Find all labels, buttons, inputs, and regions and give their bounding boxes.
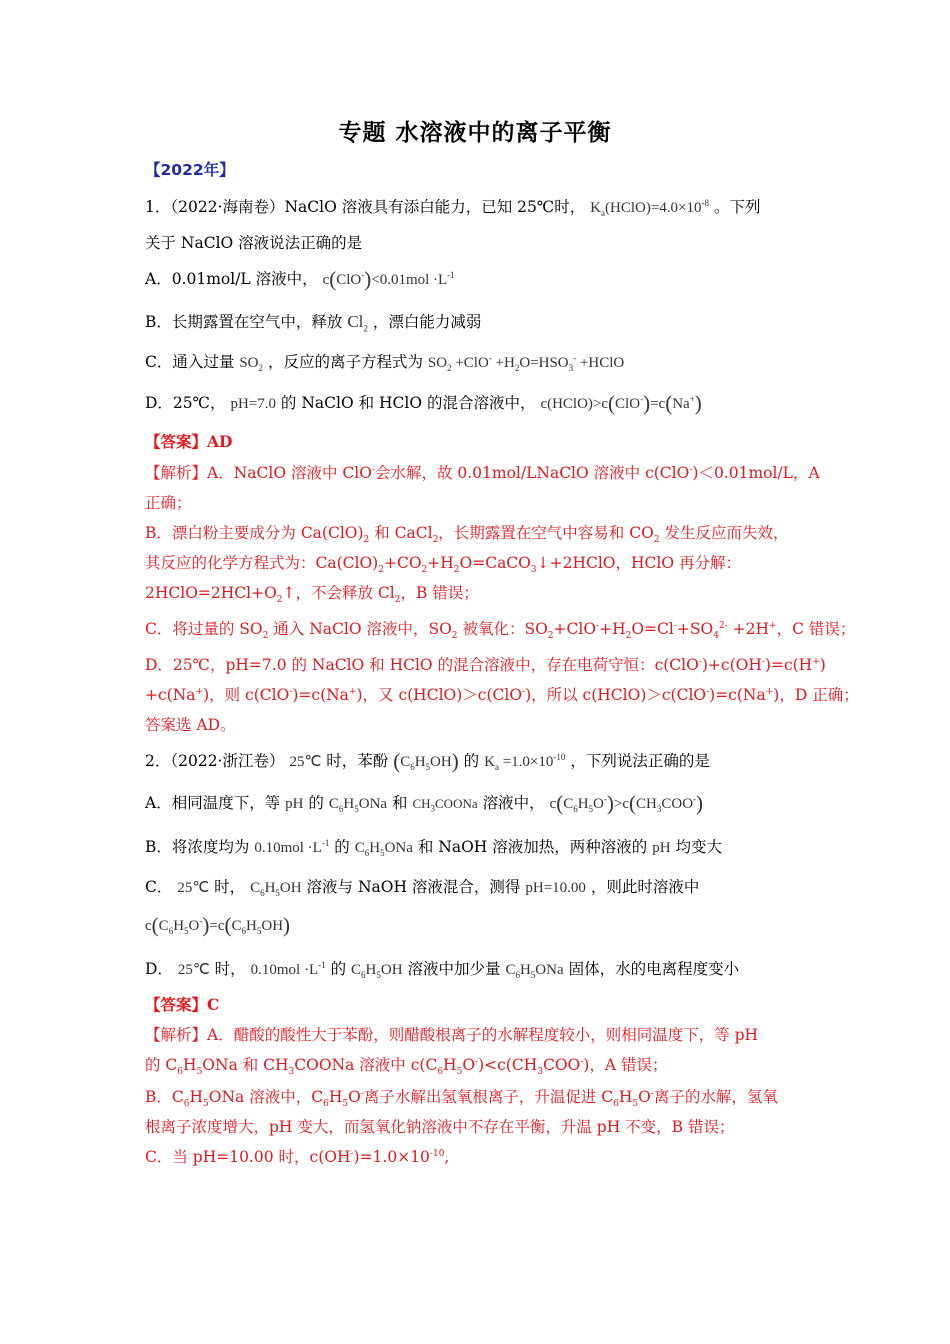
q1-option-d-formula: c(HClO)>c(ClO-)=c(Na+) [540, 391, 702, 415]
q1-stem-line2: 关于 NaClO 溶液说法正确的是 [145, 234, 363, 252]
q2-option-c-temp: 25℃ [177, 880, 210, 896]
q1-option-c [145, 351, 624, 374]
q2-stem-d: ，下列说法正确的是 [570, 752, 710, 770]
q2-option-c-equation: $c(C_6H_5O^-)=c(C_6H_5OH)$ [145, 913, 291, 937]
q1-answer: 【答案】AD [145, 432, 233, 451]
q1-option-d-mid: 的 NaClO 和 HClO 的混合溶液中， [280, 394, 536, 412]
q2-option-d-e: 固体，水的电离程度变小 [568, 960, 740, 978]
q2-option-d-d: 溶液中加少量 [407, 960, 501, 978]
q2-option-a [145, 792, 703, 815]
q2-option-d-c: 的 [330, 960, 347, 978]
q1-option-c-text: C．通入过量 [145, 353, 235, 371]
q1-option-d-ph: pH=7.0 [230, 396, 276, 412]
q1-ka-formula: $K_a(HClO)=4.0\times 10^{-8}$ [590, 198, 710, 218]
q2-option-d-text: D． [145, 960, 173, 978]
q2-option-a-text: A．相同温度下，等 [145, 794, 281, 812]
q1-option-b-formula: $Cl_2$ [347, 312, 368, 334]
q2-stem-text: 2．（2022·浙江卷） [145, 752, 285, 770]
q1-option-b-text: B．长期露置在空气中，释放 [145, 313, 343, 331]
q2-option-b-c: 和 NaOH 溶液加热，两种溶液的 [417, 838, 648, 856]
q2-option-b-conc: $0.10mol \cdot L^{-1}$ [254, 838, 330, 856]
q1-stem-text: 1．（2022·海南卷）NaClO 溶液具有添白能力，已知 25℃时， [145, 198, 586, 216]
q1-option-c-formula1: $SO_2$ [239, 355, 263, 373]
q1-option-d-text: D．25℃， [145, 394, 226, 412]
q2-phenol-formula: $(C_6H_5OH)$ [393, 749, 459, 773]
q2-stem-c: 的 [463, 752, 480, 770]
q1-option-b-tail: ，漂白能力减弱 [372, 313, 482, 331]
q1-explanation-4: 其反应的化学方程式为：$Ca(ClO)_2+CO_2+H_2O=CaCO_3↓+2HClO$，HClO 再分解： [145, 554, 741, 576]
q2-option-a-b: 的 [308, 794, 324, 812]
q2-temp: 25℃ [289, 754, 322, 770]
page-title: 专题 水溶液中的离子平衡 [338, 120, 612, 146]
q2-option-c-c: 溶液与 NaOH 溶液混合，测得 [306, 878, 521, 896]
q1-explanation-5: $2HClO=2HCl+O_2↑$，不会释放 $Cl_2$，B 错误； [145, 584, 479, 606]
q2-ka-formula: $K_a =1.0\times 10^{-10}$ [484, 752, 566, 772]
q2-option-b [145, 836, 722, 859]
q2-option-d-conc: $0.10mol \cdot L^{-1}$ [250, 960, 326, 978]
q2-stem-b: 时，苯酚 [326, 752, 389, 770]
q1-option-d [145, 392, 702, 415]
q2-option-a-c: 和 [392, 794, 408, 812]
year-tag: 【2022年】 [145, 161, 235, 179]
q1-stem-tail: 。下列 [713, 198, 761, 216]
q2-option-a-formula1: $C_6H_5ONa$ [328, 796, 388, 814]
q2-option-a-formula3: $c(C_6H_5O^-)>c(CH_3COO^-)$ [549, 791, 704, 815]
q1-stem-line1 [145, 196, 760, 219]
q2-stem [145, 750, 710, 773]
q1-explanation-6: C．将过量的 $SO_2$ 通入 NaClO 溶液中，$SO_2$ 被氧化：$SO_2+ClO^-+H_2O=Cl^-+SO_4^{2-} +2H^+$，C 错误； [145, 620, 856, 642]
q2-explanation-1: 【解析】A．醋酸的酸性大于苯酚，则醋酸根离子的水解程度较小，则相同温度下，等 pH [145, 1026, 759, 1044]
q2-option-d-temp: 25℃ [177, 962, 210, 978]
q2-option-c-b: 时， [214, 878, 246, 896]
q2-option-c-ph: pH=10.00 [525, 880, 586, 896]
q2-option-c-text: C． [145, 878, 173, 896]
q2-option-b-formula: $C_6H_5ONa$ [354, 840, 413, 858]
q1-explanation-7: D．25℃，pH=7.0 的 NaClO 和 HClO 的混合溶液中，存在电荷守恒：c(ClO-)+c(OH-)=c(H+) [145, 656, 826, 674]
q1-option-a-text: A．0.01mol/L 溶液中， [145, 270, 318, 288]
q1-option-a-formula: $c(ClO^-)<0.01mol \cdot L^{-1}$ [322, 267, 455, 291]
q2-option-a-ph: pH [285, 796, 304, 812]
q2-option-a-d: 溶液中， [482, 794, 545, 812]
q2-explanation-5: C．当 pH=10.00 时，$c(OH^-)=1.0\times 10^{-10}$, [145, 1148, 450, 1166]
q1-explanation-2: 正确； [145, 494, 192, 512]
q1-option-c-equation: $SO_2 +ClO^- +H_2O=HSO_3^-$ +HClO [427, 353, 625, 373]
q2-explanation-3: B．$C_6H_5ONa$ 溶液中，$C_6H_5O^-$离子水解出氢氧根离子，升温促进 $C_6H_5O^-$离子的水解，氢氧 [145, 1088, 778, 1110]
q2-option-d-formula2: $C_6H_5ONa$ [505, 962, 564, 980]
q2-option-d [145, 958, 739, 981]
q1-explanation-3: B．漂白粉主要成分为 $Ca(ClO)_2$ 和 CaCl$_2$，长期露置在空气中容易和 $CO_2$ 发生反应而失效， [145, 524, 789, 546]
q2-option-c-d: ，则此时溶液中 [590, 878, 700, 896]
q2-option-a-formula2: $CH_3COONa$ [412, 796, 478, 814]
q2-explanation-4: 根离子浓度增大，pH 变大，而氢氧化钠溶液中不存在平衡，升温 pH 不变，B 错误； [145, 1118, 735, 1136]
q2-option-b-ph: pH [652, 840, 671, 856]
q2-option-c [145, 876, 699, 899]
q2-option-b-d: 均变大 [675, 838, 722, 856]
q2-option-c-formula: $C_6H_5OH$ [250, 880, 302, 898]
q2-answer: 【答案】C [145, 995, 220, 1014]
q1-explanation-8: +c(Na+)，则 c(ClO-)=c(Na+)，又 c(HClO)＞c(ClO-)，所以 c(HClO)＞c(ClO-)=c(Na+)，D 正确； [145, 686, 859, 704]
q1-explanation-1: 【解析】A．NaClO 溶液中 ClO-会水解，故 0.01mol/LNaClO 溶液中 c(ClO-)＜0.01mol/L，A [145, 464, 820, 482]
q1-option-a [145, 268, 455, 291]
q1-option-c-mid: ，反应的离子方程式为 [267, 353, 423, 371]
q2-option-b-text: B．将浓度均为 [145, 838, 250, 856]
q2-option-d-formula1: $C_6H_5OH$ [351, 962, 403, 980]
q2-option-d-b: 时， [214, 960, 246, 978]
q2-option-b-b: 的 [334, 838, 350, 856]
q1-explanation-9: 答案选 AD。 [145, 716, 236, 734]
q1-option-b [145, 311, 481, 333]
q2-explanation-2: 的 $C_6H_5ONa$ 和 $CH_3COONa$ 溶液中 $c(C_6H_5O^-)<c(CH_3COO^-)$，A 错误； [145, 1056, 668, 1078]
